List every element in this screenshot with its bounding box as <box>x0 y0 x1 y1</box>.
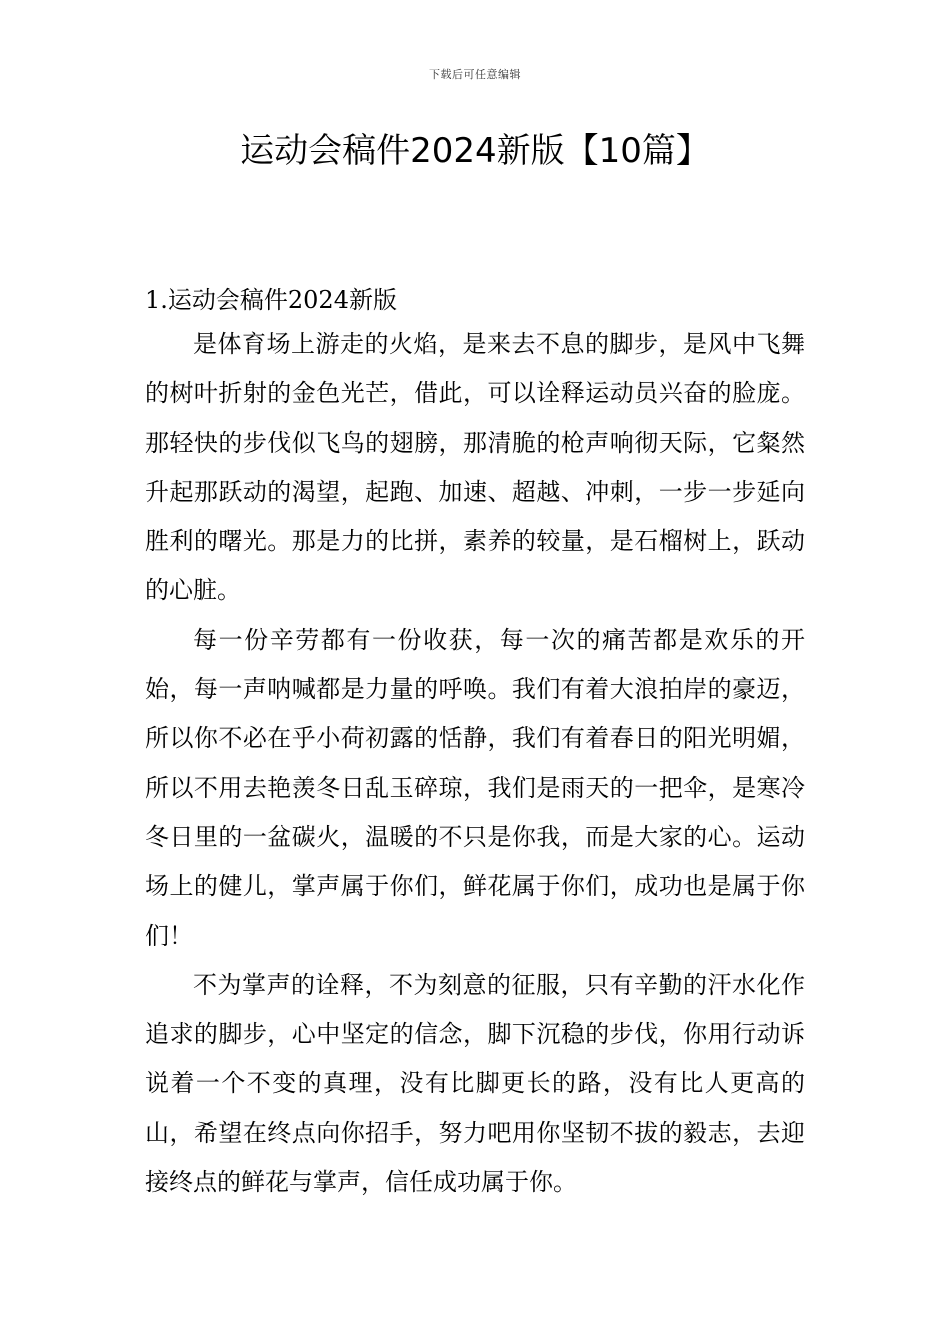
section-heading: 1.运动会稿件2024新版 <box>145 286 397 314</box>
paragraph-3: 不为掌声的诠释，不为刻意的征服，只有辛勤的汗水化作追求的脚步，心中坚定的信念，脚下沉稳的步伐，你用行动诉说着一个不变的真理，没有比脚更长的路，没有比人更高的山，希望在终点向你招手，努力吧用你坚韧不拔的毅志，去迎接终点的鲜花与掌声，信任成功属于你。 <box>145 970 805 1197</box>
document-title: 运动会稿件2024新版【10篇】 <box>240 131 710 171</box>
header-note: 下载后可任意编辑 <box>429 68 521 81</box>
paragraph-1: 是体育场上游走的火焰，是来去不息的脚步，是风中飞舞的树叶折射的金色光芒，借此，可以诠释运动员兴奋的脸庞。那轻快的步伐似飞鸟的翅膀，那清脆的枪声响彻天际，它粲然升起那跃动的渴望，起跑、加速、超越、冲刺，一步一步延向胜利的曙光。那是力的比拼，素养的较量，是石榴树上，跃动的心脏。 <box>145 330 805 605</box>
paragraph-2: 每一份辛劳都有一份收获，每一次的痛苦都是欢乐的开始，每一声呐喊都是力量的呼唤。我们有着大浪拍岸的豪迈，所以你不必在乎小荷初露的恬静，我们有着春日的阳光明媚，所以不用去艳羡冬日乱玉碎琼，我们是雨天的一把伞，是寒冷冬日里的一盆碳火，温暖的不只是你我，而是大家的心。运动场上的健儿，掌声属于你们，鲜花属于你们，成功也是属于你们！ <box>145 625 805 950</box>
document-body <box>145 280 805 1207</box>
